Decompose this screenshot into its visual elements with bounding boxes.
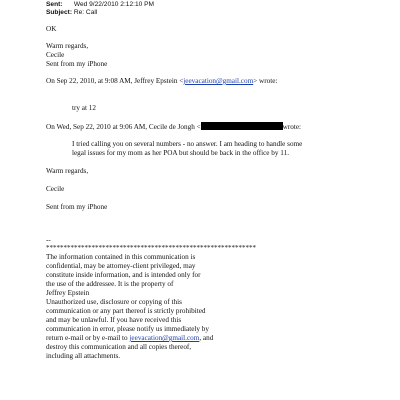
quote1-prefix: On Sep 22, 2010, at 9:08 AM, Jeffrey Epstein < xyxy=(46,77,184,85)
sent-label: Sent: xyxy=(46,1,63,8)
disclaimer-line: and may be unlawful. If you have received this xyxy=(46,316,182,324)
disclaimer-line: the use of the addressee. It is the property of xyxy=(46,280,174,288)
subject-label: Subject: xyxy=(46,9,73,16)
disclaimer-line: including all attachments. xyxy=(46,352,121,360)
disclaimer-line: communication in error, please notify us immediately by xyxy=(46,325,209,333)
quote2-signature: Sent from my iPhone xyxy=(46,203,108,211)
disclaimer-line: Unauthorized use, disclosure or copying of this xyxy=(46,298,182,306)
sent-value: Wed 9/22/2010 2:12:10 PM xyxy=(73,1,155,8)
reply-closing: Warm regards, xyxy=(46,42,89,50)
quote1-suffix: > wrote: xyxy=(253,77,278,85)
disclaimer-line10-prefix: return e-mail or by e-mail to xyxy=(46,334,130,342)
disclaimer-line: Jeffrey Epstein xyxy=(46,289,90,297)
quote1-body: try at 12 xyxy=(72,104,96,112)
quote2-suffix: wrote: xyxy=(282,123,302,131)
quote2-closing: Warm regards, xyxy=(46,167,89,175)
disclaimer-line10-suffix: , and xyxy=(199,334,214,342)
signature-dashes: -- xyxy=(46,236,51,244)
disclaimer-line: confidential, may be attorney-client privileged, may xyxy=(46,262,196,270)
reply-name: Cecile xyxy=(46,51,65,59)
quote2-body-line2: legal issues for my mom as her POA but should be back in the office by 11. xyxy=(72,149,289,157)
disclaimer-line: constitute inside information, and is intended only for xyxy=(46,271,201,279)
quote2-name: Cecile xyxy=(46,185,65,193)
quote2-attribution xyxy=(46,122,301,132)
disclaimer-line: The information contained in this communication is xyxy=(46,253,196,261)
subject-value: Re: Call xyxy=(73,9,98,16)
reply-signature: Sent from my iPhone xyxy=(46,60,108,68)
quote2-body-line1: I tried calling you on several numbers - no answer. I am heading to handle some xyxy=(72,140,303,148)
disclaimer-email-link[interactable]: jeevacation@gmail.com xyxy=(129,334,200,342)
redaction-bar xyxy=(201,122,283,130)
reply-body: OK xyxy=(46,25,57,33)
separator-stars: ************************************************************ xyxy=(46,244,256,252)
quote1-email-link[interactable]: jeevacation@gmail.com xyxy=(183,77,254,85)
disclaimer-line xyxy=(46,334,213,343)
quote2-prefix: On Wed, Sep 22, 2010 at 9:06 AM, Cecile de Jongh < xyxy=(46,123,201,131)
disclaimer-line: communication or any part thereof is strictly prohibited xyxy=(46,307,206,315)
subject-row xyxy=(46,8,97,17)
quote1-attribution xyxy=(46,77,277,86)
disclaimer-line: destroy this communication and all copies thereof, xyxy=(46,343,192,351)
